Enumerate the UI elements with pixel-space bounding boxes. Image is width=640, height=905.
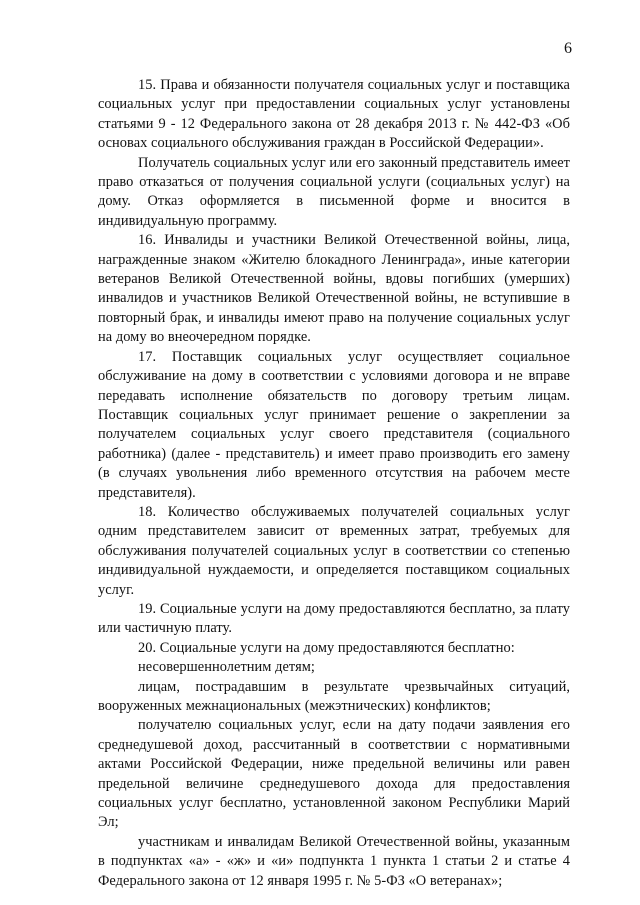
- paragraph-19-payment: 19. Социальные услуги на дому предоставляются бесплатно, за плату или частичную плату.: [98, 600, 570, 637]
- list-item-war-veterans: участникам и инвалидам Великой Отечественной войны, указанным в подпунктах «а» - «ж» и «и» подпункта 1 пункта 1 статьи 2 и статье 4 Федерального закона от 12 января 1995 г. № 5-ФЗ «О ветеранах»;: [98, 833, 570, 889]
- paragraph-18-quantity: 18. Количество обслуживаемых получателей социальных услуг одним представителем зависит от временных затрат, требуемых для обслуживания получателей социальных услуг в соответствии со степенью индивидуальной нуждаемости, и определяется поставщиком социальных услуг.: [98, 503, 570, 598]
- list-item-emergency-victims: лицам, пострадавшим в результате чрезвычайных ситуаций, вооруженных межнациональных (межэтнических) конфликтов;: [98, 678, 570, 714]
- paragraph-15-rights: 15. Права и обязанности получателя социальных услуг и поставщика социальных услуг при предоставлении социальных услуг установлены статьями 9 - 12 Федерального закона от 28 декабря 2013 г. № 442-ФЗ «Об основах социального обслуживания граждан в Российской Федерации».: [98, 77, 570, 152]
- page-number: 6: [564, 40, 572, 57]
- paragraph-20-free: 20. Социальные услуги на дому предоставляются бесплатно:: [138, 639, 515, 656]
- list-item-minors: несовершеннолетним детям;: [138, 659, 315, 676]
- list-item-low-income: получателю социальных услуг, если на дату подачи заявления его среднедушевой доход, рассчитанный в соответствии с нормативными актами Российской Федерации, ниже предельной величины или равен предельной величине среднедушевого дохода для предоставления социальных услуг бесплатно, установленной законом Республики Марий Эл;: [98, 717, 570, 831]
- paragraph-17-provider: 17. Поставщик социальных услуг осуществляет социальное обслуживание на дому в соответствии с условиями договора и не вправе передавать исполнение обязательств по договору третьим лицам. Поставщик социальных услуг принимает решение о закреплении за получателем социальных услуг своего представителя (социального работника) (далее - представитель) и имеет право производить его замену (в случаях увольнения либо временного отсутствия на рабочем месте представителя).: [98, 348, 570, 501]
- paragraph-16-priority: 16. Инвалиды и участники Великой Отечественной войны, лица, награжденные знаком «Жителю блокадного Ленинграда», иные категории ветеранов Великой Отечественной войны, вдовы погибших (умерших) инвалидов и участников Великой Отечественной войны, не вступившие в повторный брак, и инвалиды имеют право на получение социальных услуг на дому во внеочередном порядке.: [98, 232, 570, 346]
- paragraph-refusal: Получатель социальных услуг или его законный представитель имеет право отказаться от получения социальной услуги (социальных услуг) на дому. Отказ оформляется в письменной форме и вносится в индивидуальную программу.: [98, 154, 570, 229]
- document-body: [98, 76, 570, 891]
